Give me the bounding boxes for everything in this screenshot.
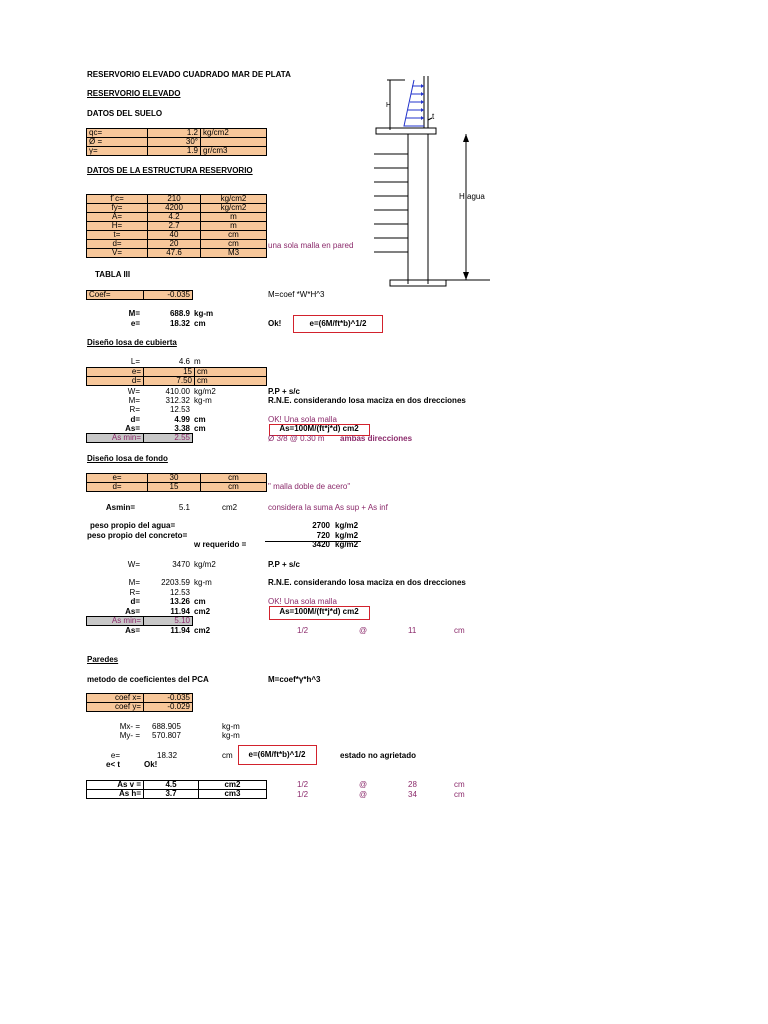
- soil-row: [87, 138, 267, 147]
- cell: 210: [148, 195, 201, 204]
- page-title: RESERVORIO ELEVADO CUADRADO MAR DE PLATA: [87, 70, 291, 79]
- paredes-coef-table: [86, 693, 193, 712]
- value: 2700: [312, 521, 330, 530]
- ok-text: Ok!: [268, 319, 282, 328]
- value: 5.1: [178, 503, 190, 512]
- cell: As h=: [87, 790, 144, 799]
- cell: 1.9: [148, 147, 201, 156]
- unit: kg/m2: [335, 531, 359, 540]
- cell: f´c=: [87, 195, 148, 204]
- unit: kg-m: [222, 722, 240, 731]
- label: d=: [130, 597, 140, 606]
- label: R=: [129, 588, 140, 597]
- diagram-h-label: H: [386, 102, 392, 109]
- cell: kg/cm2: [201, 129, 267, 138]
- unit: cm: [194, 424, 206, 433]
- note: R.N.E. considerando losa maciza en dos drecciones: [268, 578, 466, 587]
- cell: kg/cm2: [201, 195, 267, 204]
- note: Ø 3/8 @ 0.30 m: [268, 434, 325, 443]
- cell: -0.035: [144, 694, 193, 703]
- label: R=: [129, 405, 140, 414]
- unit: kg-m: [194, 309, 214, 318]
- cell: coef y=: [87, 703, 144, 712]
- tabla-formula: M=coef *W*H^3: [268, 290, 325, 299]
- spacing: 11: [408, 626, 417, 635]
- cell: coef x=: [87, 694, 144, 703]
- unit: kg/m2: [194, 560, 216, 569]
- label: d=: [130, 415, 140, 424]
- unit: kg/m2: [194, 387, 216, 396]
- value: 18.32: [157, 751, 178, 760]
- cell: m: [201, 213, 267, 222]
- cell: d=: [87, 483, 148, 492]
- unit: cm: [194, 415, 206, 424]
- note: estado no agrietado: [340, 751, 417, 760]
- structure-row: [87, 249, 267, 258]
- unit: cm: [222, 751, 233, 760]
- spacing-unit: cm: [454, 790, 465, 799]
- cell: kg/cm2: [201, 204, 267, 213]
- label: peso propio del agua=: [90, 521, 176, 530]
- label: w requerido =: [194, 540, 247, 549]
- cell: 40: [148, 231, 201, 240]
- fondo-row: [87, 483, 267, 492]
- note: P.P + s/c: [268, 387, 300, 396]
- cell: 1.2: [148, 129, 201, 138]
- value: 312.32: [165, 396, 190, 405]
- unit: kg-m: [222, 731, 240, 740]
- fondo-heading: Diseño losa de fondo: [87, 454, 168, 463]
- note: P.P + s/c: [268, 560, 300, 569]
- fondo-table: [86, 473, 267, 492]
- cell: 4200: [148, 204, 201, 213]
- cubierta-asmin: [86, 433, 193, 443]
- cubierta-row: [87, 377, 267, 386]
- cell: cm3: [199, 790, 267, 799]
- value: 410.00: [165, 387, 190, 396]
- value: 4.99: [174, 415, 190, 424]
- cell: Coef=: [87, 291, 144, 300]
- label: peso propio del concreto=: [87, 531, 188, 540]
- cell: 30°: [148, 138, 201, 147]
- label: M=: [128, 578, 140, 587]
- value: 13.26: [169, 597, 190, 606]
- unit: cm: [194, 319, 206, 328]
- unit: cm2: [194, 626, 211, 635]
- bar-size: 1/2: [297, 626, 309, 635]
- cubierta-table: [86, 367, 267, 386]
- diagram-t-label: t: [432, 112, 435, 121]
- spacing-unit: cm: [454, 626, 465, 635]
- value: 18.32: [169, 319, 190, 328]
- cell: 30: [148, 474, 201, 483]
- label: As=: [125, 424, 140, 433]
- value: 3.38: [174, 424, 190, 433]
- cell: t=: [87, 231, 148, 240]
- label: e=: [130, 319, 140, 328]
- cell: -0.035: [144, 291, 193, 300]
- soil-row: [87, 129, 267, 138]
- cell: cm: [201, 483, 267, 492]
- paredes-as-table: [86, 780, 267, 799]
- unit: cm2: [222, 503, 238, 512]
- cell: cm: [195, 377, 267, 386]
- cell: d=: [87, 377, 144, 386]
- cell: m: [201, 222, 267, 231]
- arrow-down: [463, 272, 469, 280]
- note: OK! Una sola malla: [268, 597, 337, 606]
- note: ambas direcciones: [340, 434, 413, 443]
- value: 2203.59: [161, 578, 190, 587]
- note: " malla doble de acero": [268, 482, 351, 491]
- value: 688.905: [152, 722, 181, 731]
- cell: V=: [87, 249, 148, 258]
- soil-table: [86, 128, 267, 156]
- cell: 2.7: [148, 222, 201, 231]
- label: Asmin=: [105, 503, 135, 512]
- label: e=: [110, 751, 120, 760]
- label: M=: [128, 396, 140, 405]
- note: considera la suma As sup + As inf: [268, 503, 388, 512]
- label: W=: [127, 387, 140, 396]
- label: As=: [125, 607, 140, 616]
- structure-note: una sola malla en pared: [268, 241, 354, 250]
- cell: d=: [87, 240, 148, 249]
- spacing: 28: [408, 780, 417, 789]
- value: 11.94: [170, 607, 190, 616]
- cell: fy=: [87, 204, 148, 213]
- unit: kg-m: [194, 578, 212, 587]
- value: 12.53: [169, 405, 190, 414]
- cell: As min=: [87, 434, 144, 443]
- value: 688.9: [169, 309, 190, 318]
- bar-size: 1/2: [297, 780, 309, 789]
- spacing-unit: cm: [454, 780, 465, 789]
- at-sign: @: [359, 780, 368, 789]
- structure-heading: DATOS DE LA ESTRUCTURA RESERVORIO: [87, 166, 253, 175]
- cell: As v =: [87, 781, 144, 790]
- cell: 5.10: [144, 617, 193, 626]
- paredes-metodo: metodo de coeficientes del PCA: [87, 675, 209, 684]
- cell: e=: [87, 368, 144, 377]
- subtitle: RESERVORIO ELEVADO: [87, 89, 181, 98]
- unit: kg/m2: [335, 540, 359, 549]
- note: OK! Una sola malla: [268, 415, 337, 424]
- cell: qc=: [87, 129, 148, 138]
- cell: H=: [87, 222, 148, 231]
- cell: Ø =: [87, 138, 148, 147]
- value: 12.53: [169, 588, 190, 597]
- value: 720: [316, 531, 330, 540]
- unit: kg/m2: [335, 521, 359, 530]
- cell: cm: [195, 368, 267, 377]
- label: W=: [127, 560, 140, 569]
- label: M=: [128, 309, 140, 318]
- paredes-heading: Paredes: [87, 655, 119, 664]
- cell: M3: [201, 249, 267, 258]
- at-sign: @: [359, 626, 368, 635]
- value: 3420: [312, 540, 330, 549]
- label: As=: [125, 626, 140, 635]
- cell: gr/cm3: [201, 147, 267, 156]
- cell: cm: [201, 231, 267, 240]
- formula-text: As=100M/(ft*j*d) cm2: [279, 607, 359, 616]
- fondo-asmin: [86, 616, 193, 626]
- cell: 20: [148, 240, 201, 249]
- cell: 3.7: [144, 790, 199, 799]
- value: 4.6: [178, 357, 190, 366]
- bar-size: 1/2: [297, 790, 309, 799]
- cell: -0.029: [144, 703, 193, 712]
- structure-table: [86, 194, 267, 258]
- asmin-row: [87, 434, 193, 443]
- value: 3470: [172, 560, 190, 569]
- note: R.N.E. considerando losa maciza en dos drecciones: [268, 396, 466, 405]
- tabla-label: TABLA III: [95, 270, 131, 279]
- cell: γ=: [87, 147, 148, 156]
- label: Mx- =: [119, 722, 140, 731]
- cubierta-heading: Diseño losa de cubierta: [87, 338, 177, 347]
- coef-row: [87, 291, 193, 300]
- diagram-hagua-label: H agua: [459, 192, 485, 201]
- coef-cell: [86, 290, 193, 300]
- cell: cm: [201, 240, 267, 249]
- unit: m: [194, 357, 201, 366]
- cell: 15: [148, 483, 201, 492]
- as-row: [87, 790, 267, 799]
- cell: 47.6: [148, 249, 201, 258]
- value: 570.807: [152, 731, 181, 740]
- asmin-row: [87, 617, 193, 626]
- value: 11.94: [170, 626, 190, 635]
- cell: cm: [201, 474, 267, 483]
- arrow-up: [463, 134, 469, 142]
- cell: 4.5: [144, 781, 199, 790]
- paredes-formula: M=coef*γ*h^3: [268, 675, 321, 684]
- cell: e=: [87, 474, 148, 483]
- cell: 4.2: [148, 213, 201, 222]
- slab: [376, 128, 436, 134]
- formula-text: As=100M/(ft*j*d) cm2: [279, 424, 359, 433]
- coef-row: [87, 703, 193, 712]
- at-sign: @: [359, 790, 368, 799]
- cell: 2.55: [144, 434, 193, 443]
- soil-heading: DATOS DEL SUELO: [87, 109, 163, 118]
- footing: [390, 280, 446, 286]
- cell: cm2: [199, 781, 267, 790]
- spacing: 34: [408, 790, 417, 799]
- label: e< t: [106, 760, 121, 769]
- cell: As min=: [87, 617, 144, 626]
- label: L=: [130, 357, 140, 366]
- label: My- =: [119, 731, 140, 740]
- unit: cm: [194, 597, 206, 606]
- unit: cm2: [194, 607, 211, 616]
- formula-text: e=(6M/ft*b)^1/2: [248, 750, 306, 759]
- cell: A=: [87, 213, 148, 222]
- cell: 7.50: [144, 377, 195, 386]
- cell: 15: [144, 368, 195, 377]
- formula-text: e=(6M/ft*b)^1/2: [309, 319, 367, 328]
- ok-text: Ok!: [144, 760, 158, 769]
- soil-row: [87, 147, 267, 156]
- unit: kg-m: [194, 396, 212, 405]
